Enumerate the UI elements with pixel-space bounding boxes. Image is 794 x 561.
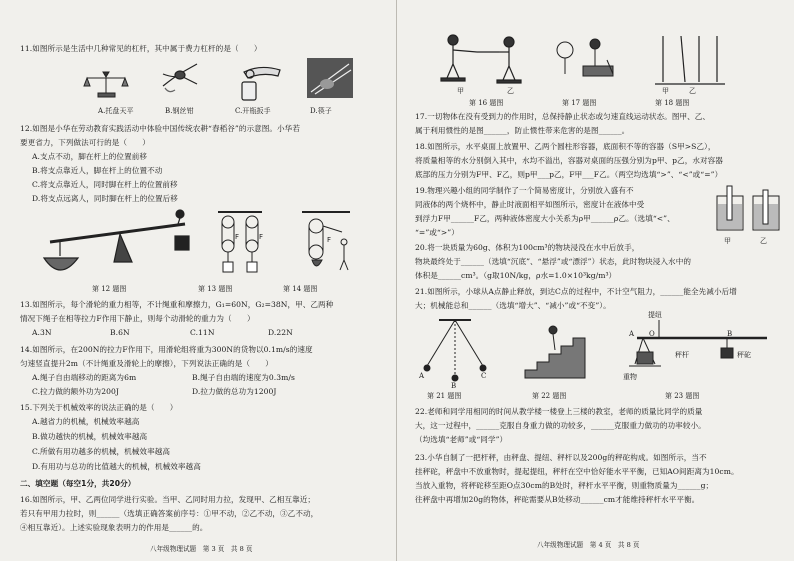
chopsticks-image <box>307 58 353 98</box>
q13-option-c: C.11N <box>190 328 215 337</box>
q20-line-3: 体积是______cm³。（g取10N/kg，ρ水=1.0×10³kg/m³） <box>415 271 617 280</box>
pulley-system-14 <box>302 212 350 270</box>
fig23-o-label: O <box>649 330 655 338</box>
q15-option-b: B.做功越快的机械，机械效率越高 <box>32 432 148 441</box>
q16-line-3: ④相互靠近）。上述实验现象表明力的作用是______的。 <box>20 523 208 532</box>
fig23-chengan-label: 秤杆 <box>675 351 689 359</box>
page-3-footer: 八年级物理试题 第 3 页 共 8 页 <box>150 545 253 553</box>
q23-line-2: 挂秤砣，秤盘中不放重物时，提起提纽，秤杆在空中恰好能水平平衡，已知AO间距离为10cm。 <box>415 467 739 476</box>
fig23-tini-label: 提纽 <box>648 311 662 319</box>
q19-line-1: 19.物理兴趣小组的同学制作了一个简易密度计，分别放入盛有不 <box>415 186 634 195</box>
q14-option-b: B.绳子自由端的速度为0.3m/s <box>192 373 295 382</box>
fig12-caption: 第 12 题图 <box>92 285 127 293</box>
fig19-jia: 甲 <box>724 237 731 245</box>
q14-option-a: A.绳子自由端移动的距离为6m <box>32 373 137 382</box>
q12-option-b: B.将支点靠近人，脚在杆上的位置不动 <box>32 166 163 175</box>
q19-line-3: 到浮力F甲______F乙，两种液体密度大小关系为ρ甲______ρ乙。（选填“<”、 <box>415 214 675 223</box>
page-4-footer: 八年级物理试题 第 4 页 共 8 页 <box>537 541 640 549</box>
pendulum-image <box>424 320 486 381</box>
fig22-caption: 第 22 题图 <box>532 392 567 400</box>
q15-option-a: A.越省力的机械，机械效率越高 <box>32 417 140 426</box>
fig16-caption: 第 16 题图 <box>469 99 504 107</box>
fig16-yi: 乙 <box>507 87 514 95</box>
q17-line-2: 属于利用惯性的是图______，防止惯性带来危害的是图______。 <box>415 126 630 135</box>
q13-option-a: A.3N <box>32 328 52 337</box>
q22-line-2: 大，这一过程中，______克服自身重力做的功较多，______克服重力做功的功率较小。 <box>415 421 706 430</box>
q18-line-3: 底部的压力分别为F甲、F乙，则p甲___p乙，F甲___F乙。（两空均选填“>”、“<”或“=”） <box>415 170 723 179</box>
q11-figure <box>85 58 375 102</box>
q21-line-2: 大；机械能总和______（选填“增大”、“减小”或“不变”）。 <box>415 301 611 310</box>
pulley-system-13 <box>218 212 263 272</box>
fig23-zhongwu-label: 重物 <box>623 373 637 381</box>
fig21-caption: 第 21 题图 <box>427 392 462 400</box>
q12-stem-2: 要更省力，下列做法可行的是（ ） <box>20 138 150 147</box>
fig13-caption: 第 13 题图 <box>198 285 233 293</box>
q12-option-c: C.将支点靠近人，同时脚在杆上的位置前移 <box>32 180 178 189</box>
q14-stem-1: 14.如图所示，在200N的拉力F作用下，用滑轮组将重为300N的货物以0.1m/s的速度 <box>20 345 313 354</box>
tug-people-image <box>441 35 521 83</box>
fig21-label-a: A <box>419 372 425 380</box>
q13-stem-1: 13.如图所示，每个滑轮的重力相等，不计绳重和摩擦力，G₁=60N，G₂=38N，甲、乙两种 <box>20 300 334 309</box>
fig17-caption: 第 17 题图 <box>562 99 597 107</box>
q22-line-1: 22.老师和同学用相同的时间从教学楼一楼登上三楼的教室，老师的质量比同学的质量 <box>415 407 703 416</box>
q19-line-4: “=”或“>”） <box>415 228 459 237</box>
fig21-label-b: B <box>451 382 457 390</box>
svg-text:F: F <box>235 233 240 241</box>
q23-line-1: 23.小华自制了一把杆秤，由秤盘、提纽、秤杆以及200g的秤砣构成。如图所示，当不 <box>415 453 707 462</box>
balance-image <box>84 72 128 97</box>
q23-line-3: 当放入重物，将秤砣移至距O点30cm的B处时，秤杆水平平衡，则重物质量为______g； <box>415 481 714 490</box>
q15-stem: 15.下列关于机械效率的说法正确的是（ ） <box>20 403 178 412</box>
q12-q14-figures <box>40 212 360 292</box>
q12-option-d: D.将支点远离人，同时脚在杆上的位置后移 <box>32 194 178 203</box>
q20-line-1: 20.将一块质量为60g、体积为100cm³的物块浸没在水中后放手， <box>415 243 640 252</box>
q11-option-a: A.托盘天平 <box>98 107 134 115</box>
fig19-yi: 乙 <box>760 237 767 245</box>
fig14-caption: 第 14 题图 <box>283 285 318 293</box>
q23-line-4: 往秤盘中再增加20g的物体，秤砣需要从B处移动______cm才能维持秤杆水平平衡。 <box>415 495 700 504</box>
fig16-jia: 甲 <box>457 87 464 95</box>
q14-stem-2: 匀速竖直提升2m（不计绳重及滑轮上的摩擦），下列说法正确的是（ ） <box>20 359 273 368</box>
bottle-opener-image <box>242 67 280 100</box>
q15-option-c: C.所做有用功越多的机械，机械效率越高 <box>32 447 170 456</box>
q17-line-1: 17.一切物体在没有受到力的作用时，总保持静止状态或匀速直线运动状态。图甲、乙、 <box>415 112 711 121</box>
section-2-heading: 二、填空题（每空1分，共20分） <box>20 479 136 488</box>
q20-line-2: 物块最终处于______（选填“沉底”、“悬浮”或“漂浮”）状态，此时物块浸入水中的 <box>415 257 691 266</box>
pliers-image <box>163 64 197 92</box>
fig23-b-label: B <box>727 330 733 338</box>
q22-line-3: （均选填“老师”或“同学”） <box>415 435 508 444</box>
fig18-jia: 甲 <box>662 87 669 95</box>
svg-text:F: F <box>327 236 332 244</box>
q16-q18-figures <box>437 30 737 92</box>
hydrometer-beakers <box>715 186 785 236</box>
q11-option-c: C.开瓶扳手 <box>235 107 271 115</box>
fig18-caption: 第 18 题图 <box>655 99 690 107</box>
rice-pounding-lever <box>44 210 189 270</box>
q18-line-1: 18.如图所示，水平桌面上放置甲、乙两个圆柱形容器，底面积不等的容器（S甲>S乙）， <box>415 142 716 151</box>
q12-stem-1: 12.如图是小华在劳动教育实践活动中体验中国传统农耕“舂稻谷”的示意图。小华若 <box>20 124 300 133</box>
q16-line-2: 若只有甲用力拉时，则______（选填正确答案前序号：①甲不动，②乙不动，③乙不动， <box>20 509 319 518</box>
q14-option-c: C.拉力做的额外功为200J <box>32 387 119 396</box>
q18-line-2: 将质量相等的水分别倒入其中，水均不溢出，容器对桌面的压强分别为p甲、p乙，水对容器 <box>415 156 723 165</box>
q16-line-1: 16.如图所示，甲、乙两位同学进行实验。当甲、乙同时用力拉，发现甲、乙相互靠近； <box>20 495 316 504</box>
fig23-a-label: A <box>629 330 635 338</box>
q11-option-d: D.筷子 <box>310 107 332 115</box>
svg-text:F: F <box>259 233 264 241</box>
q13-option-b: B.6N <box>110 328 130 337</box>
fig21-label-c: C <box>481 372 487 380</box>
q21-line-1: 21.如图所示，小球从A点静止释放，到达C点的过程中，不计空气阻力，______能全先减小后增 <box>415 287 737 296</box>
q12-option-a: A.支点不动，脚在杆上的位置前移 <box>32 152 148 161</box>
q14-option-d: D.拉力做的总功为1200J <box>192 387 277 396</box>
fig23-caption: 第 23 题图 <box>665 392 700 400</box>
q11-stem: 11.如图所示是生活中几种常见的杠杆，其中属于费力杠杆的是（ ） <box>20 44 262 53</box>
q19-line-2: 同液体的两个烧杯中，静止时液面相平如图所示，密度计在液体中受 <box>415 200 645 209</box>
q13-stem-2: 情况下绳子在相等拉力F作用下静止，则每个动滑轮的重力为（ ） <box>20 314 255 323</box>
q15-option-d: D.有用功与总功的比值越大的机械，机械效率越高 <box>32 462 201 471</box>
stairs-image <box>525 326 585 378</box>
q13-option-d: D.22N <box>268 328 293 337</box>
fig18-yi: 乙 <box>689 87 696 95</box>
page-4 <box>397 0 794 561</box>
fig23-chengtuo-label: 秤砣 <box>737 351 751 359</box>
containers-image <box>655 36 725 84</box>
q11-option-b: B.钢丝钳 <box>165 107 194 115</box>
inertia-scene-image <box>557 39 613 76</box>
q21-q23-figures <box>417 316 777 388</box>
